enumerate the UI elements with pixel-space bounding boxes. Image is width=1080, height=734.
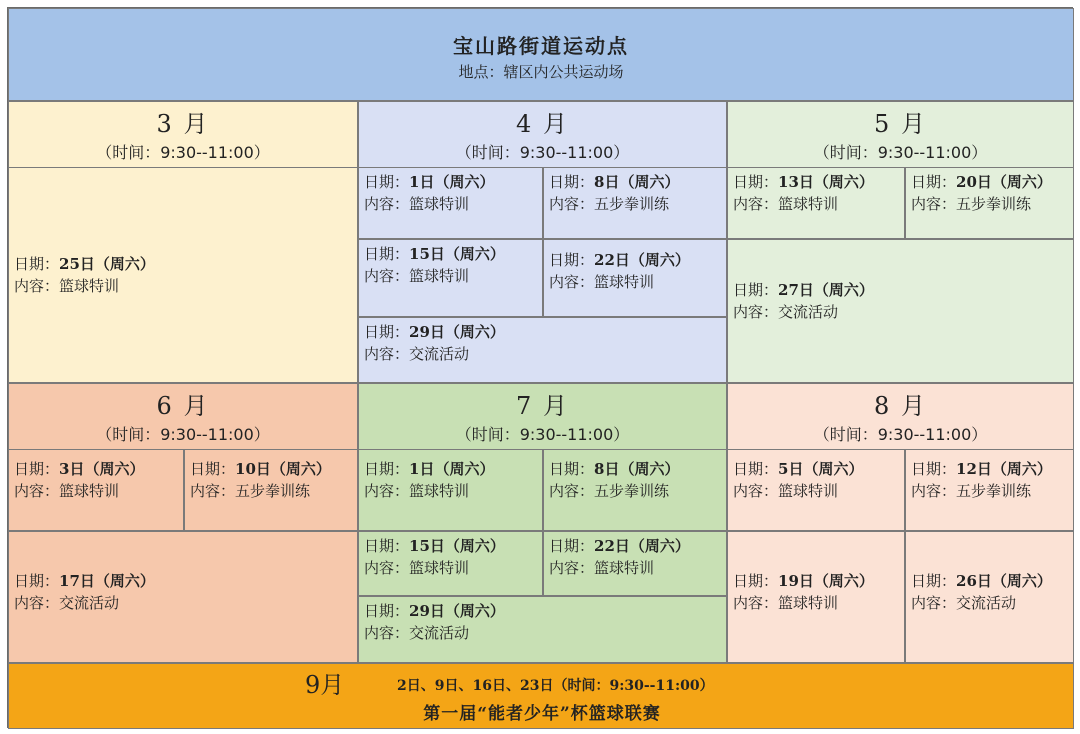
entry-content: 篮球特训 bbox=[778, 195, 839, 213]
month-name: 5 月 bbox=[874, 110, 927, 138]
date-label: 日期： bbox=[911, 173, 957, 191]
month-name: 3 月 bbox=[156, 110, 210, 138]
date-label: 日期： bbox=[364, 537, 410, 555]
content-label: 内容： bbox=[549, 195, 595, 213]
date-label: 日期： bbox=[364, 602, 410, 620]
entry-date: 27日（周六） bbox=[778, 281, 874, 299]
date-label: 日期： bbox=[364, 460, 410, 478]
schedule-entry bbox=[358, 167, 543, 239]
content-label: 内容： bbox=[911, 482, 957, 500]
month-name: 6 月 bbox=[156, 392, 210, 420]
date-label: 日期： bbox=[733, 460, 779, 478]
entry-date: 22日（周六） bbox=[594, 251, 690, 269]
entry-content: 篮球特训 bbox=[59, 277, 120, 295]
schedule-entry bbox=[905, 167, 1074, 239]
entry-content: 交流活动 bbox=[59, 594, 120, 612]
month-time: （时间：9:30--11:00） bbox=[96, 143, 270, 162]
entry-date: 1日（周六） bbox=[409, 460, 495, 478]
content-label: 内容： bbox=[190, 482, 236, 500]
month-header-june bbox=[8, 383, 358, 449]
entry-content: 五步拳训练 bbox=[956, 482, 1032, 500]
entry-date: 25日（周六） bbox=[59, 255, 155, 273]
content-label: 内容： bbox=[911, 594, 957, 612]
date-label: 日期： bbox=[549, 173, 595, 191]
date-label: 日期： bbox=[911, 572, 957, 590]
entry-content: 五步拳训练 bbox=[956, 195, 1032, 213]
schedule-table bbox=[7, 7, 1073, 728]
month-time: （时间：9:30--11:00） bbox=[813, 143, 988, 162]
date-label: 日期： bbox=[733, 173, 779, 191]
september-dates: 2日、9日、16日、23日（时间：9:30--11:00） bbox=[397, 678, 714, 694]
entry-content: 篮球特训 bbox=[409, 195, 470, 213]
schedule-entry bbox=[8, 167, 358, 383]
entry-date: 19日（周六） bbox=[778, 572, 874, 590]
schedule-entry bbox=[358, 449, 543, 531]
content-label: 内容： bbox=[733, 303, 779, 321]
entry-content: 篮球特训 bbox=[594, 559, 655, 577]
month-name: 8 月 bbox=[874, 392, 927, 420]
date-label: 日期： bbox=[549, 251, 595, 269]
title-banner bbox=[8, 8, 1074, 101]
date-label: 日期： bbox=[14, 255, 60, 273]
schedule-entry bbox=[358, 239, 543, 317]
entry-content: 交流活动 bbox=[409, 345, 470, 363]
schedule-entry bbox=[184, 449, 358, 531]
month-header-march bbox=[8, 101, 358, 167]
month-time: （时间：9:30--11:00） bbox=[455, 143, 630, 162]
schedule-entry bbox=[8, 449, 184, 531]
september-banner bbox=[8, 663, 1074, 729]
entry-content: 篮球特训 bbox=[778, 482, 839, 500]
content-label: 内容： bbox=[14, 594, 60, 612]
date-label: 日期： bbox=[911, 460, 957, 478]
content-label: 内容： bbox=[364, 559, 410, 577]
entry-date: 13日（周六） bbox=[778, 173, 874, 191]
entry-content: 五步拳训练 bbox=[594, 195, 670, 213]
content-label: 内容： bbox=[14, 277, 60, 295]
september-month: 9月 bbox=[305, 671, 345, 699]
entry-date: 3日（周六） bbox=[59, 460, 145, 478]
schedule-entry bbox=[727, 531, 905, 663]
schedule-entry bbox=[727, 239, 1074, 383]
entry-date: 17日（周六） bbox=[59, 572, 155, 590]
schedule-entry bbox=[358, 531, 543, 596]
entry-content: 篮球特训 bbox=[594, 273, 655, 291]
month-name: 4 月 bbox=[516, 110, 569, 138]
content-label: 内容： bbox=[733, 482, 779, 500]
content-label: 内容： bbox=[364, 482, 410, 500]
month-time: （时间：9:30--11:00） bbox=[455, 425, 630, 444]
entry-content: 交流活动 bbox=[956, 594, 1017, 612]
date-label: 日期： bbox=[14, 572, 60, 590]
entry-content: 五步拳训练 bbox=[594, 482, 670, 500]
entry-content: 交流活动 bbox=[778, 303, 839, 321]
entry-date: 1日（周六） bbox=[409, 173, 495, 191]
page-title: 宝山路街道运动点 bbox=[453, 34, 629, 58]
entry-date: 15日（周六） bbox=[409, 245, 505, 263]
entry-content: 五步拳训练 bbox=[235, 482, 311, 500]
entry-date: 29日（周六） bbox=[409, 323, 505, 341]
schedule-entry bbox=[905, 531, 1074, 663]
entry-content: 篮球特训 bbox=[409, 267, 470, 285]
schedule-entry bbox=[543, 239, 727, 317]
content-label: 内容： bbox=[549, 559, 595, 577]
schedule-entry bbox=[358, 596, 727, 663]
date-label: 日期： bbox=[14, 460, 60, 478]
date-label: 日期： bbox=[733, 281, 779, 299]
schedule-entry bbox=[543, 449, 727, 531]
entry-content: 篮球特训 bbox=[409, 559, 470, 577]
schedule-entry bbox=[543, 531, 727, 596]
schedule-entry bbox=[543, 167, 727, 239]
entry-date: 22日（周六） bbox=[594, 537, 690, 555]
content-label: 内容： bbox=[364, 195, 410, 213]
entry-date: 12日（周六） bbox=[956, 460, 1052, 478]
date-label: 日期： bbox=[190, 460, 236, 478]
september-event: 第一届“能者少年”杯篮球联赛 bbox=[423, 704, 661, 724]
date-label: 日期： bbox=[549, 460, 595, 478]
schedule-entry bbox=[727, 449, 905, 531]
month-header-august bbox=[727, 383, 1074, 449]
entry-date: 5日（周六） bbox=[778, 460, 864, 478]
entry-date: 8日（周六） bbox=[594, 173, 680, 191]
entry-content: 篮球特训 bbox=[409, 482, 470, 500]
schedule-entry bbox=[8, 531, 358, 663]
entry-content: 篮球特训 bbox=[59, 482, 120, 500]
month-time: （时间：9:30--11:00） bbox=[813, 425, 988, 444]
content-label: 内容： bbox=[549, 273, 595, 291]
schedule-entry bbox=[905, 449, 1074, 531]
content-label: 内容： bbox=[364, 345, 410, 363]
entry-content: 交流活动 bbox=[409, 624, 470, 642]
content-label: 内容： bbox=[14, 482, 60, 500]
date-label: 日期： bbox=[733, 572, 779, 590]
month-header-july bbox=[358, 383, 727, 449]
entry-date: 26日（周六） bbox=[956, 572, 1052, 590]
content-label: 内容： bbox=[911, 195, 957, 213]
month-time: （时间：9:30--11:00） bbox=[96, 425, 270, 444]
date-label: 日期： bbox=[364, 323, 410, 341]
entry-date: 10日（周六） bbox=[235, 460, 331, 478]
date-label: 日期： bbox=[364, 245, 410, 263]
month-header-may bbox=[727, 101, 1074, 167]
month-header-april bbox=[358, 101, 727, 167]
schedule-entry bbox=[727, 167, 905, 239]
content-label: 内容： bbox=[733, 195, 779, 213]
content-label: 内容： bbox=[364, 624, 410, 642]
content-label: 内容： bbox=[549, 482, 595, 500]
date-label: 日期： bbox=[364, 173, 410, 191]
schedule-entry bbox=[358, 317, 727, 383]
content-label: 内容： bbox=[364, 267, 410, 285]
content-label: 内容： bbox=[733, 594, 779, 612]
date-label: 日期： bbox=[549, 537, 595, 555]
location-subtitle: 地点：辖区内公共运动场 bbox=[458, 63, 624, 81]
entry-date: 20日（周六） bbox=[956, 173, 1052, 191]
entry-content: 篮球特训 bbox=[778, 594, 839, 612]
entry-date: 29日（周六） bbox=[409, 602, 505, 620]
entry-date: 15日（周六） bbox=[409, 537, 505, 555]
entry-date: 8日（周六） bbox=[594, 460, 680, 478]
month-name: 7 月 bbox=[516, 392, 569, 420]
